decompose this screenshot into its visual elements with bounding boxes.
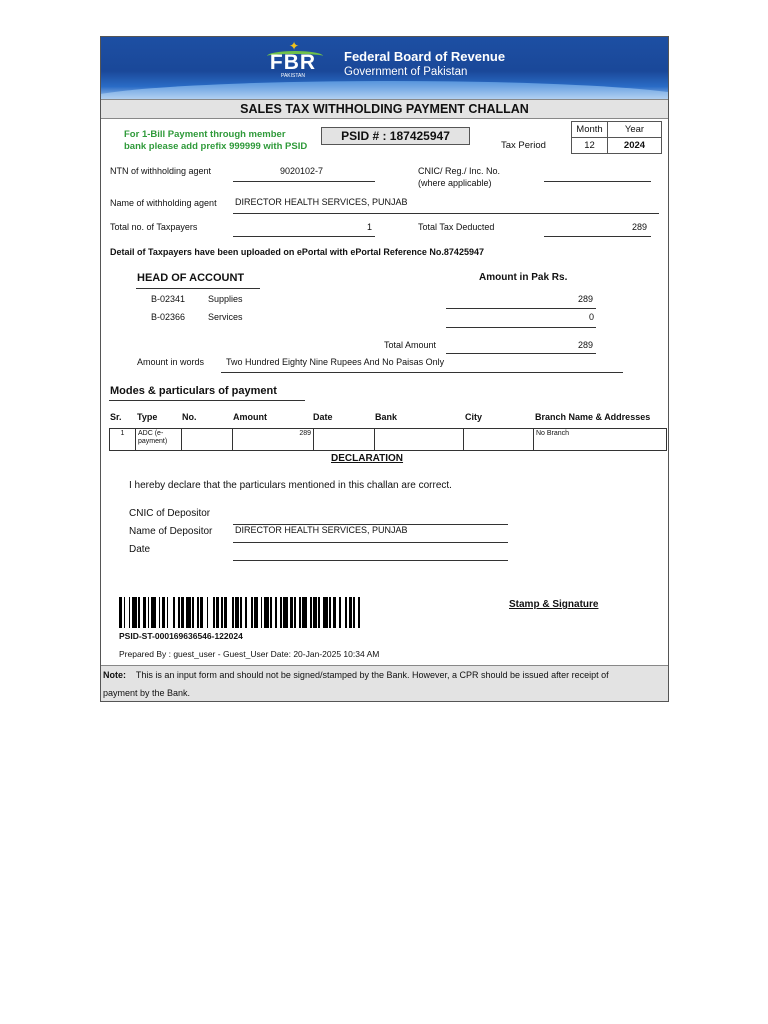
org-name: Federal Board of Revenue (344, 49, 506, 64)
total-tax-label: Total Tax Deducted (418, 222, 495, 232)
agent-name-label: Name of withholding agent (110, 198, 217, 208)
amount-words-value: Two Hundred Eighty Nine Rupees And No Paisas Only (226, 357, 445, 367)
deposit-date-label: Date (129, 544, 151, 555)
col-header: Bank (375, 412, 398, 422)
barcode-bar (360, 597, 365, 628)
account-code: B-02341 (151, 294, 186, 304)
col-header: No. (182, 412, 197, 422)
taxpayers-underline (233, 236, 375, 237)
col-header: Sr. (110, 412, 122, 422)
cell-type-line-1: ADC (e- (138, 430, 164, 437)
tax-period-label: Tax Period (501, 140, 546, 151)
challan-form (100, 36, 669, 702)
account-amount: 0 (589, 312, 595, 322)
prepared-by: Prepared By : guest_user - Guest_User Date: 20-Jan-2025 10:34 AM (119, 649, 380, 659)
note-bar (101, 665, 668, 701)
payment-title-underline (109, 400, 305, 401)
ntn-label: NTN of withholding agent (110, 166, 212, 176)
ntn-underline (233, 181, 375, 182)
depositor-name-value: DIRECTOR HEALTH SERVICES, PUNJAB (235, 525, 408, 535)
star-icon: ✦ (289, 39, 300, 53)
col-header: Date (313, 412, 333, 422)
depositor-name-underline (233, 542, 508, 543)
payment-section-title: Modes & particulars of payment (110, 385, 277, 397)
col-header: City (465, 412, 483, 422)
stamp-signature-label: Stamp & Signature (509, 599, 599, 610)
barcode-text: PSID-ST-000169636546-122024 (119, 631, 243, 641)
declaration-title: DECLARATION (331, 453, 404, 464)
fbr-logo: FBR (269, 51, 317, 74)
org-subtitle: Government of Pakistan (344, 66, 468, 78)
amount-header: Amount in Pak Rs. (479, 272, 568, 283)
cnic-label: CNIC/ Reg./ Inc. No. (418, 166, 501, 176)
taxpayers-label: Total no. of Taxpayers (110, 222, 198, 232)
total-tax-value: 289 (632, 222, 648, 232)
depositor-name-label: Name of Depositor (129, 526, 213, 537)
psid-barcode (119, 597, 365, 628)
cell-type (136, 429, 182, 451)
total-amount-value: 289 (578, 340, 594, 350)
account-code: B-02366 (151, 312, 186, 322)
month-value: 12 (572, 138, 608, 154)
banner-wave-decoration (101, 81, 668, 99)
head-of-account-label: HEAD OF ACCOUNT (137, 272, 245, 284)
cell-no (182, 429, 233, 451)
challan-title: SALES TAX WITHHOLDING PAYMENT CHALLAN (101, 99, 668, 119)
cell-branch: No Branch (536, 430, 570, 437)
cell-type-line-2: payment) (138, 438, 168, 445)
cell-sr: 1 (110, 429, 136, 451)
month-header: Month (572, 122, 608, 138)
account-amount-underline (446, 327, 596, 328)
notice-line-1: For 1-Bill Payment through member (124, 129, 286, 140)
taxpayers-value: 1 (367, 222, 373, 232)
note-text-continued: payment by the Bank. (103, 688, 191, 698)
notice-line-2: bank please add prefix 999999 with PSID (124, 141, 308, 152)
head-underline (136, 288, 260, 289)
cell-amount: 289 (233, 429, 314, 451)
note-text: This is an input form and should not be signed/stamped by the Bank. However, a CPR should be issued after receipt of (135, 670, 609, 680)
account-desc: Supplies (208, 294, 243, 304)
col-header: Type (137, 412, 158, 422)
cell-bank (375, 429, 464, 451)
cell-date (314, 429, 375, 451)
account-amount: 289 (578, 294, 594, 304)
header-banner (101, 37, 668, 99)
cnic-label-sub: (where applicable) (418, 178, 492, 188)
cnic-underline (544, 181, 651, 182)
account-amount-underline (446, 308, 596, 309)
depositor-cnic-label: CNIC of Depositor (129, 508, 211, 519)
note-label: Note: (103, 670, 126, 680)
tax-period-table (571, 121, 662, 154)
year-value: 2024 (608, 138, 662, 154)
year-header: Year (608, 122, 662, 138)
cell-city (464, 429, 534, 451)
amount-words-label: Amount in words (137, 357, 205, 367)
account-desc: Services (208, 312, 243, 322)
eportal-note: Detail of Taxpayers have been uploaded on ePortal with ePortal Reference No.87425947 (110, 247, 484, 257)
total-amount-label: Total Amount (384, 340, 437, 350)
total-amount-underline (446, 353, 596, 354)
psid-box: PSID # : 187425947 (321, 127, 470, 145)
ntn-value: 9020102-7 (280, 166, 324, 176)
col-header: Amount (233, 412, 267, 422)
payment-table-row (109, 428, 667, 451)
amount-words-underline (221, 372, 623, 373)
agent-name-underline (233, 213, 659, 214)
col-header: Branch Name & Addresses (535, 412, 651, 422)
declaration-text: I hereby declare that the particulars mentioned in this challan are correct. (129, 480, 452, 491)
logo-subtext: PAKISTAN (281, 73, 305, 79)
total-tax-underline (544, 236, 651, 237)
deposit-date-underline (233, 560, 508, 561)
agent-name-value: DIRECTOR HEALTH SERVICES, PUNJAB (235, 197, 408, 207)
